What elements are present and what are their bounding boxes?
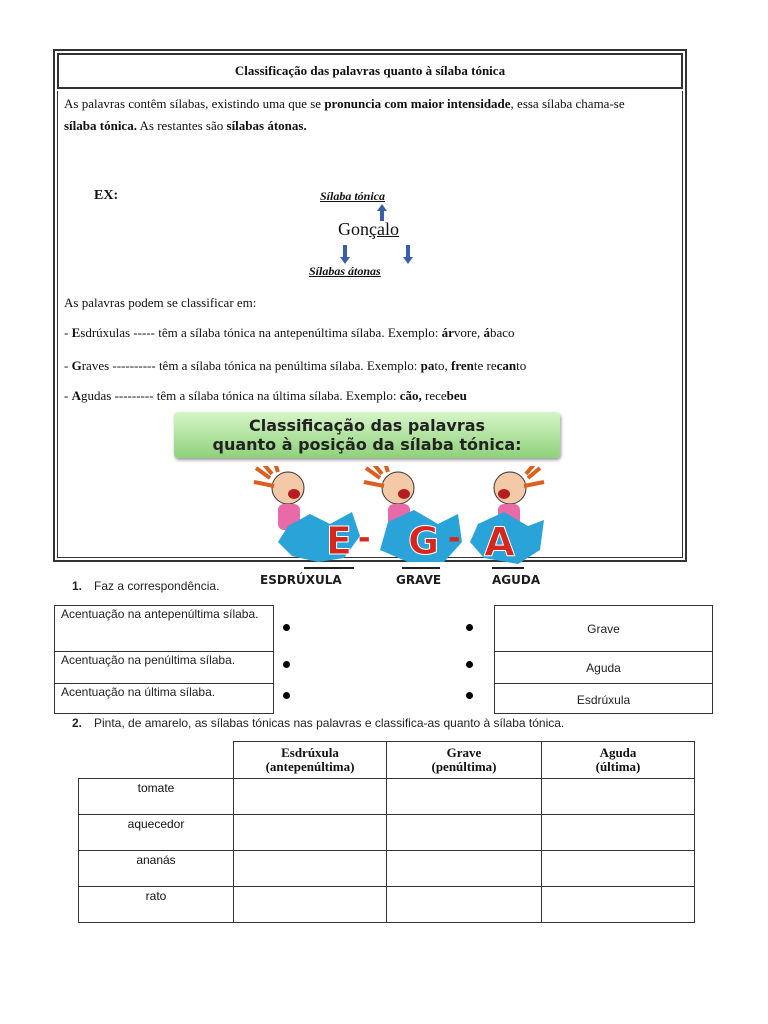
column-sub: (última) [595,759,641,774]
classification-table [78,741,695,923]
t: á [483,325,491,340]
match-dot[interactable] [283,692,290,699]
word-cell: ananás [79,851,234,887]
t: G [71,358,82,373]
table-row [79,851,695,887]
intro-line-2 [64,118,307,134]
t: te re [473,358,497,373]
question-2 [72,716,564,730]
table-row [79,887,695,923]
graves-line [64,358,526,374]
ega-letter-g: G [408,519,440,563]
match-left-item: Acentuação na antepenúltima sílaba. [55,606,273,652]
answer-cell[interactable] [542,779,695,815]
answer-cell[interactable] [542,851,695,887]
column-sub: (antepenúltima) [265,759,355,774]
answer-cell[interactable] [387,851,542,887]
column-header [234,742,387,779]
banner-line-2: quanto à posição da sílaba tónica: [212,435,522,454]
answer-cell[interactable] [387,887,542,923]
ega-dash: - [358,521,371,556]
t: to [516,358,527,373]
label-aguda: AGUDA [492,573,541,587]
intro-bold: sílabas átonas. [226,118,307,133]
ega-letter-e: E [326,519,352,563]
intro-text: As palavras contêm sílabas, existindo uma que se [64,96,325,111]
match-dot[interactable] [283,661,290,668]
table-row [79,815,695,851]
t: rece [421,388,447,403]
answer-cell[interactable] [387,815,542,851]
answer-cell[interactable] [542,815,695,851]
agudas-line [64,388,467,404]
t: sdrúxulas ----- têm a sílaba tónica na antepenúltima sílaba. Exemplo: [80,325,442,340]
answer-cell[interactable] [234,887,387,923]
answer-cell[interactable] [234,851,387,887]
t: fren [451,358,474,373]
table-header-row [79,742,695,779]
t: raves ---------- têm a sílaba tónica na penúltima sílaba. Exemplo: [81,358,421,373]
t: - [64,358,72,373]
intro-bold: sílaba tónica. [64,118,137,133]
tonic-syllable-label: Sílaba tónica [320,189,386,203]
t: A [71,388,81,403]
down-arrow-icon [343,245,347,257]
word-cell: rato [79,887,234,923]
label-grave: GRAVE [396,573,442,587]
banner-line-1: Classificação das palavras [248,416,486,435]
column-sub: (penúltima) [431,759,497,774]
match-left-item: Acentuação na penúltima sílaba. [55,652,273,684]
match-left-box [54,605,274,714]
answer-cell[interactable] [234,815,387,851]
word-syllable: lo [384,219,399,239]
question-1 [72,579,219,593]
atonic-syllables-label: Sílabas átonas [309,264,381,278]
ega-illustration [248,466,548,588]
answer-cell[interactable] [387,779,542,815]
ega-letter-a: A [484,520,515,566]
word-cell: aquecedor [79,815,234,851]
answer-cell[interactable] [542,887,695,923]
question-number: 2. [72,716,83,730]
t: cão, [399,388,422,403]
t: pa [420,358,435,373]
match-dot[interactable] [466,661,473,668]
t: baco [490,325,515,340]
column-name: Grave [446,745,482,760]
t: - [64,325,72,340]
question-number: 1. [72,579,83,593]
ega-dash: - [448,521,461,556]
intro-text: As restantes são [136,118,227,133]
match-dot[interactable] [466,624,473,631]
t: vore, [453,325,484,340]
intro-bold: pronuncia com maior intensidade [324,96,511,111]
intro-text: , essa sílaba chama-se [510,96,625,111]
table-corner [79,742,234,779]
t: beu [446,388,467,403]
esdruxulas-line [64,325,515,341]
t: to, [434,358,452,373]
cartoon-figure [254,466,304,530]
table-row [79,779,695,815]
column-header [387,742,542,779]
example-word [338,219,399,240]
column-name: Esdrúxula [281,745,339,760]
match-right-item: Aguda [495,652,712,684]
classify-intro: As palavras podem se classificar em: [64,295,257,310]
answer-cell[interactable] [234,779,387,815]
question-text: Faz a correspondência. [94,579,220,593]
label-esdruxula: ESDRÚXULA [260,573,342,587]
column-name: Aguda [599,745,637,760]
question-text: Pinta, de amarelo, as sílabas tónicas nas palavras e classifica-as quanto à sílaba tónica. [94,716,565,730]
match-right-item: Esdrúxula [576,692,631,707]
match-dot[interactable] [466,692,473,699]
match-right-item: Grave [495,606,712,652]
match-right-box [494,605,713,714]
column-header [542,742,695,779]
t: - [64,388,72,403]
page-title: Classificação das palavras quanto à sílaba tónica [57,53,683,89]
match-left-item: Acentuação na última sílaba. [61,685,216,699]
t: E [71,325,81,340]
example-label: EX: [94,188,119,203]
classification-banner [174,412,560,458]
intro-line-1 [64,96,625,112]
word-cell: tomate [79,779,234,815]
t: ár [441,325,454,340]
t: gudas --------- têm a sílaba tónica na última sílaba. Exemplo: [80,388,400,403]
t: can [496,358,517,373]
match-dot[interactable] [283,624,290,631]
word-syllable-tonic: ça [369,219,385,239]
word-syllable: Gon [338,219,369,239]
down-arrow-icon [406,245,410,257]
